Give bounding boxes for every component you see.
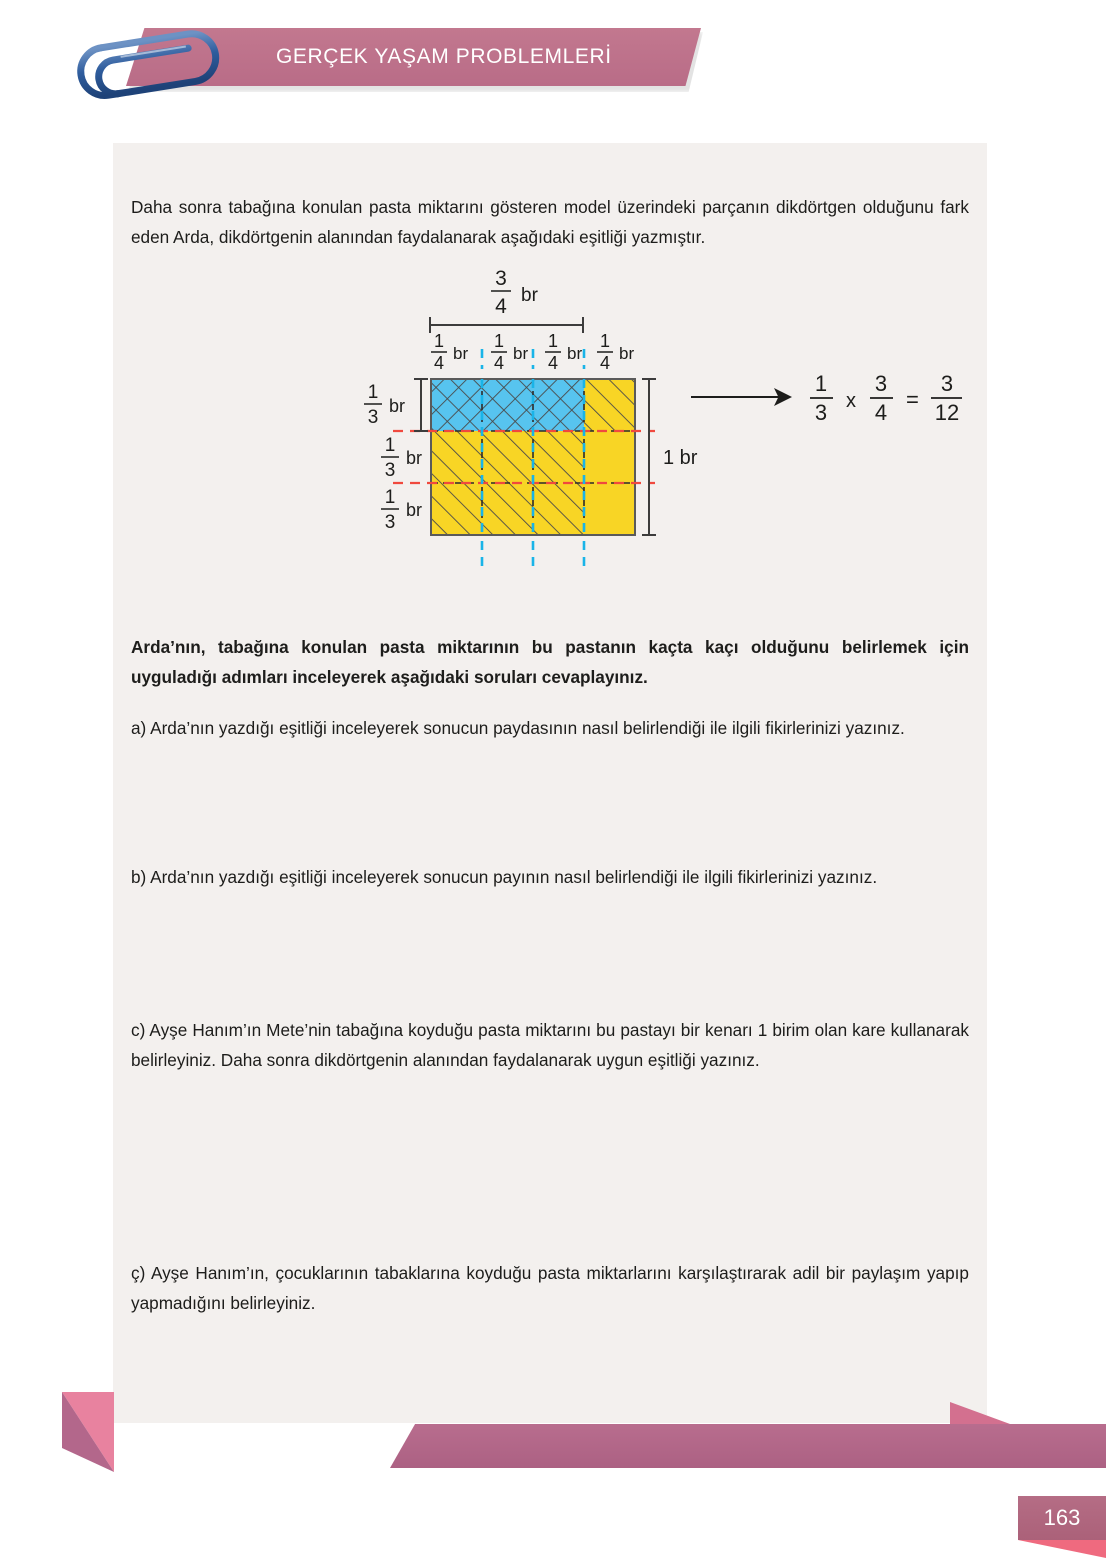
figure-top-label (491, 267, 539, 318)
svg-text:12: 12 (934, 400, 960, 425)
svg-text:4: 4 (495, 295, 507, 318)
three-quarter-bracket (430, 317, 583, 333)
column-label-2 (491, 331, 528, 373)
column-label-4 (597, 331, 634, 373)
one-third-bracket (414, 379, 428, 431)
one-br-label: 1 br (663, 447, 698, 469)
svg-text:x: x (846, 390, 856, 412)
intro-paragraph: Daha sonra tabağına konulan pasta miktarını gösteren model üzerindeki parçanın dikdörtgen olduğunu fark eden Arda, dikdörtgenin alanından faydalanarak aşağıdaki eşitliği yazmıştır. (131, 197, 969, 248)
svg-text:1: 1 (384, 435, 396, 456)
page-number-accent (1018, 1540, 1106, 1558)
svg-text:br: br (453, 344, 469, 363)
svg-text:3: 3 (940, 371, 954, 396)
question-cc: ç) Ayşe Hanım’ın, çocuklarının tabaklarına koyduğu pasta miktarlarını karşılaştırarak adil bir paylaşım yapıp yapmadığını belirleyiniz. (131, 1263, 969, 1314)
row-label-1 (364, 382, 405, 428)
svg-text:3: 3 (814, 400, 828, 425)
svg-text:1: 1 (433, 331, 445, 351)
page-header (0, 0, 1106, 130)
question-b: b) Arda’nın yazdığı eşitliği inceleyerek sonucun payının nasıl belirlendiği ile ilgili fikirlerinizi yazınız. (131, 867, 878, 888)
row-labels (364, 382, 422, 533)
svg-text:=: = (906, 387, 919, 412)
svg-text:4: 4 (874, 400, 888, 425)
svg-text:1: 1 (814, 371, 828, 396)
svg-text:4: 4 (547, 353, 559, 373)
column-label-3 (545, 331, 582, 373)
fraction-area-model-figure (243, 263, 963, 583)
svg-text:br: br (406, 448, 423, 468)
bottom-left-corner-decoration (62, 1380, 178, 1472)
one-br-bracket (642, 379, 656, 535)
question-c: c) Ayşe Hanım’ın Mete’nin tabağına koyduğu pasta miktarını bu pastayı bir kenarı 1 birim olan kare kullanarak belirleyiniz. Daha sonra dikdörtgenin alanından faydalanarak uygun eşitliği yazınız. (131, 1020, 969, 1071)
svg-text:3: 3 (384, 512, 396, 533)
svg-text:1: 1 (493, 331, 505, 351)
paperclip-icon (62, 18, 242, 108)
content-card (113, 143, 987, 1423)
column-label-1 (431, 331, 468, 373)
svg-text:3: 3 (384, 460, 396, 481)
bottom-right-fold (950, 1402, 1010, 1430)
svg-text:4: 4 (433, 353, 445, 373)
svg-text:3: 3 (495, 267, 507, 290)
svg-text:br: br (389, 396, 406, 416)
svg-text:br: br (521, 285, 538, 306)
bottom-banner (390, 1424, 1106, 1468)
svg-text:3: 3 (874, 371, 888, 396)
row-label-2 (381, 435, 422, 481)
page-title: GERÇEK YAŞAM PROBLEMLERİ (276, 45, 612, 68)
svg-text:br: br (567, 344, 583, 363)
svg-text:br: br (406, 500, 423, 520)
svg-text:br: br (513, 344, 529, 363)
bold-prompt: Arda’nın, tabağına konulan pasta miktarının bu pastanın kaçta kaçı olduğunu belirlemek için uyguladığı adımları inceleyerek aşağıdaki soruları cevaplayınız. (131, 637, 969, 688)
equation (810, 371, 962, 425)
page-number: 163 (1043, 1505, 1081, 1530)
svg-text:1: 1 (599, 331, 611, 351)
svg-text:4: 4 (493, 353, 505, 373)
svg-text:3: 3 (367, 407, 379, 428)
svg-text:4: 4 (599, 353, 611, 373)
svg-text:br: br (619, 344, 635, 363)
svg-text:1: 1 (367, 382, 379, 403)
row-label-3 (381, 487, 422, 533)
svg-text:1: 1 (384, 487, 396, 508)
question-a: a) Arda’nın yazdığı eşitliği inceleyerek sonucun paydasının nasıl belirlendiği ile ilgili fikirlerinizi yazınız. (131, 718, 905, 739)
svg-text:1: 1 (547, 331, 559, 351)
